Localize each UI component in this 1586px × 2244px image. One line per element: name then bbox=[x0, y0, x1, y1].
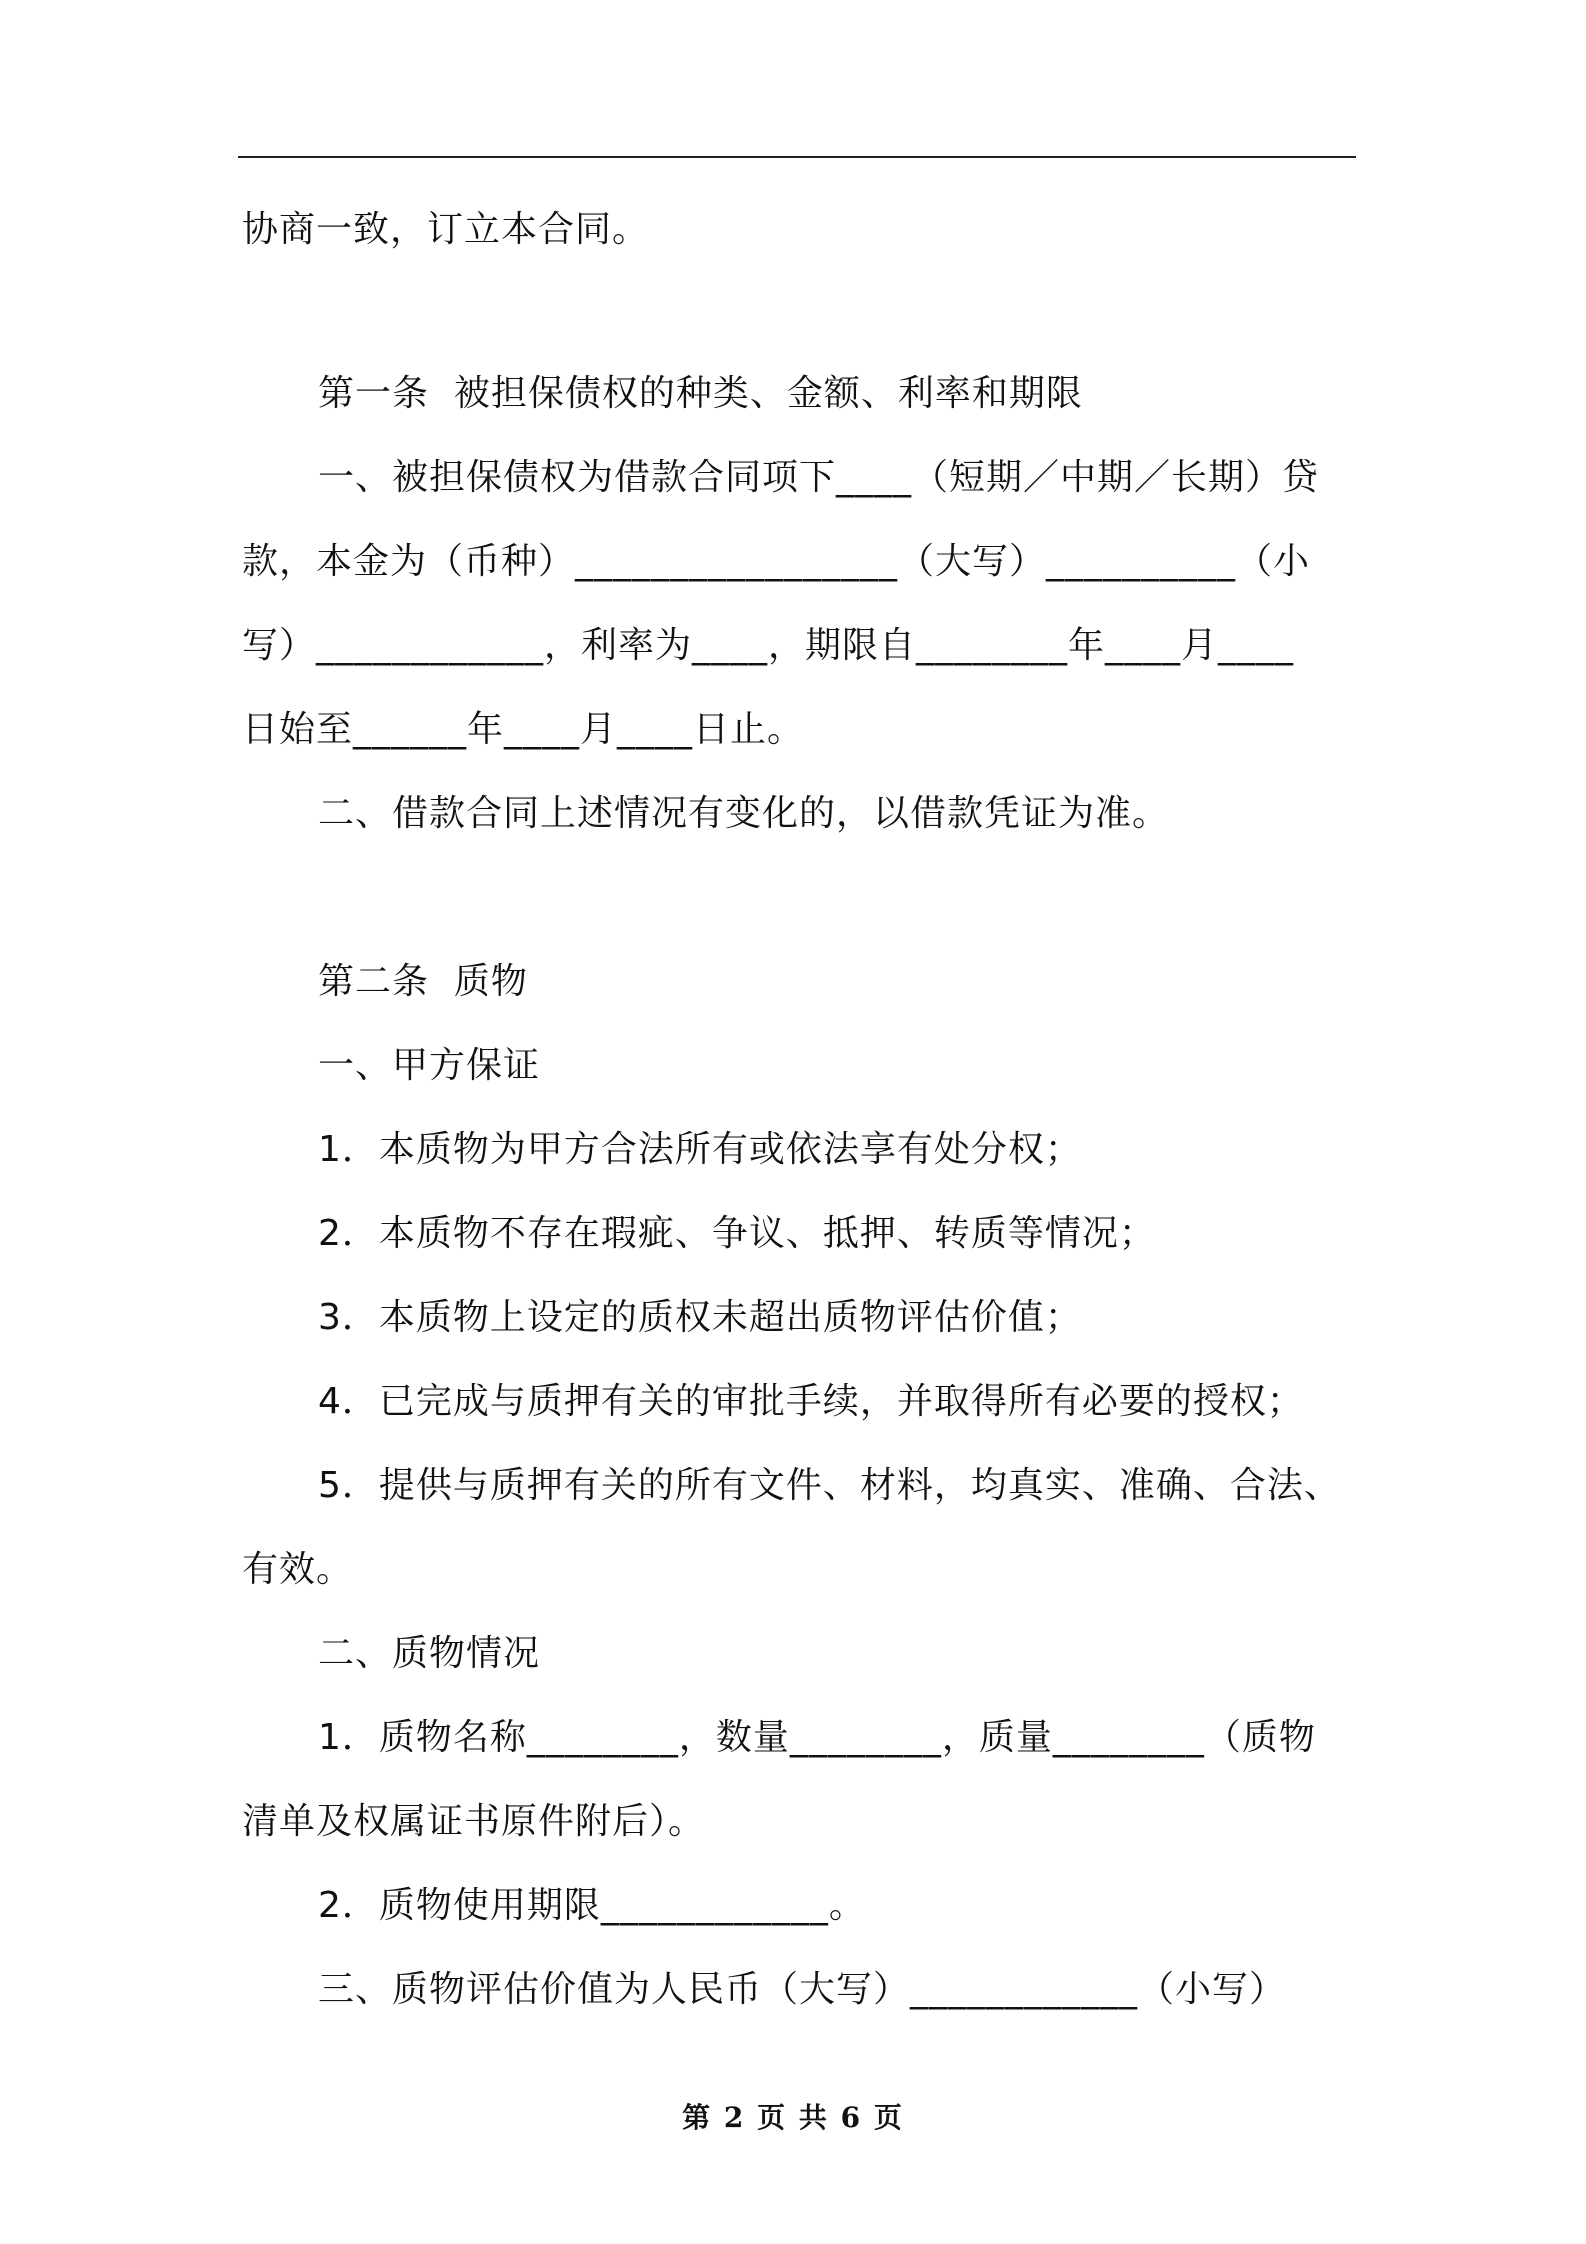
section-heading: 第一条 被担保债权的种类、金额、利率和期限 bbox=[318, 373, 1083, 414]
text-line: 日始至______年____月____日止。 bbox=[242, 709, 805, 750]
list-item: 3．本质物上设定的质权未超出质物评估价值； bbox=[318, 1297, 1082, 1338]
text-line: 二、质物情况 bbox=[318, 1633, 541, 1674]
section-heading: 第二条 质物 bbox=[318, 961, 528, 1002]
text-line: 有效。 bbox=[242, 1549, 354, 1590]
text-line: 一、甲方保证 bbox=[318, 1045, 541, 1086]
text-line: 一、被担保债权为借款合同项下____（短期／中期／长期）贷 bbox=[318, 457, 1320, 498]
text-line: 写）____________，利率为____，期限自________年____月____ bbox=[242, 625, 1295, 666]
text-line: 清单及权属证书原件附后）。 bbox=[242, 1801, 706, 1842]
list-item: 1．本质物为甲方合法所有或依法享有处分权； bbox=[318, 1129, 1082, 1170]
page-number: 第 2 页 共 6 页 bbox=[682, 2101, 904, 2134]
list-item: 2．本质物不存在瑕疵、争议、抵押、转质等情况； bbox=[318, 1213, 1156, 1254]
text-line: 三、质物评估价值为人民币（大写）____________（小写） bbox=[318, 1969, 1287, 2010]
list-item: 5．提供与质押有关的所有文件、材料，均真实、准确、合法、 bbox=[318, 1465, 1341, 1506]
list-item: 4．已完成与质押有关的审批手续，并取得所有必要的授权； bbox=[318, 1381, 1304, 1422]
header-rule bbox=[238, 156, 1356, 158]
list-item: 2．质物使用期限____________。 bbox=[318, 1885, 866, 1926]
list-item: 1．质物名称________，数量________，质量________（质物 bbox=[318, 1717, 1316, 1758]
text-line: 款，本金为（币种）_________________（大写）__________（小 bbox=[242, 541, 1311, 582]
text-line: 二、借款合同上述情况有变化的，以借款凭证为准。 bbox=[318, 793, 1170, 834]
text-line: 协商一致，订立本合同。 bbox=[242, 209, 650, 250]
